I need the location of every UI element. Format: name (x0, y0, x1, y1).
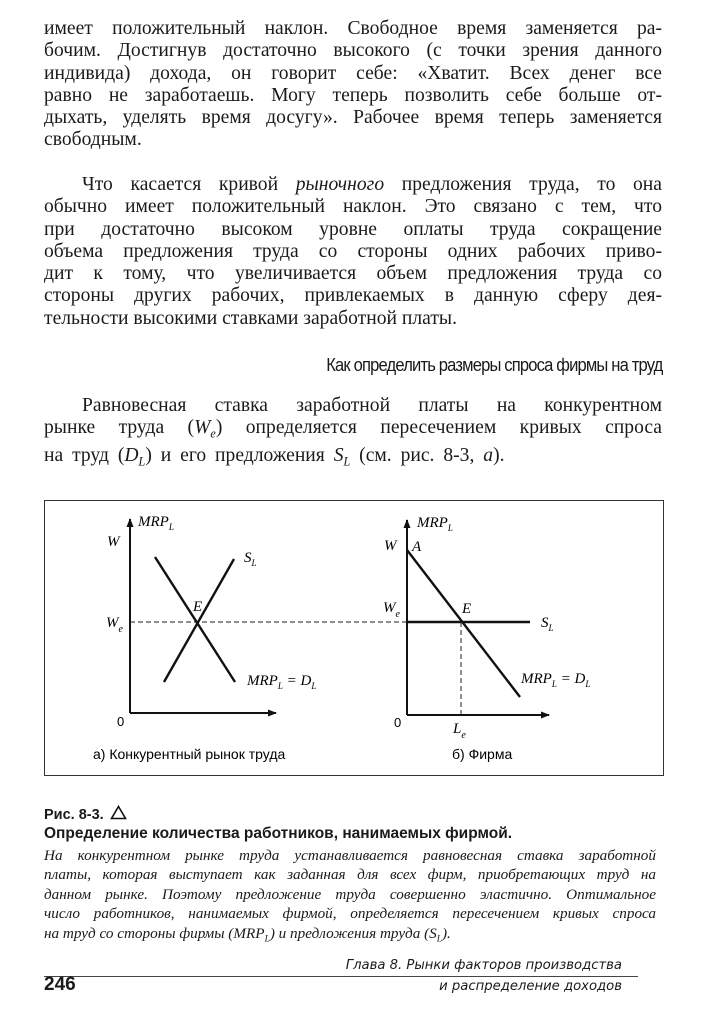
left-demand-curve (155, 557, 235, 682)
emphasis-text: рыночного (295, 174, 385, 195)
subscript: L (343, 454, 351, 469)
text-line: стороны других рабочих, привлекаемых в данную сферу дея- (44, 285, 662, 307)
text-line: дыхать, уделять время досугу». Рабочее время теперь заменяется (44, 107, 662, 129)
text-run: на труд со стороны фирмы (MRP (44, 924, 265, 942)
right-a-label: A (412, 539, 422, 555)
subscript: e (210, 426, 216, 441)
text-line: дит к тому, что увеличивается объем предложения труда со (44, 263, 662, 285)
text-run: на труд ( (44, 444, 125, 466)
emphasis-text: а (483, 444, 494, 466)
right-origin-label: 0 (394, 715, 402, 730)
right-w-label: W (384, 538, 397, 554)
right-equilibrium-label: E (462, 601, 472, 617)
figure-description (44, 846, 656, 949)
text-line: объема предложения труда со стороны одних рабочих приво- (44, 240, 662, 262)
text-run: (см. рис. 8-3, (350, 444, 484, 466)
figure-title: Определение количества работников, нанимаемых фирмой. (44, 825, 513, 842)
caption-line (44, 924, 656, 950)
right-supply-label: $S_L$ (541, 615, 554, 633)
left-equilibrium-label: E (193, 599, 203, 615)
text-line: имеет положительный наклон. Свободное время заменяется ра- (44, 18, 662, 39)
caption-line: число работников, нанимаемых фирмой, определяется пересечением кривых спроса (44, 905, 656, 923)
subscript: L (436, 933, 442, 944)
variable: D (124, 444, 139, 466)
text-line: при достаточно высоком уровне оплаты труда сокращение (44, 218, 662, 240)
caption-line: данном рынке. Поэтому предложение труда совершенно эластично. Оптимальное (44, 885, 656, 903)
text-line: равно не заработаешь. Могу теперь позволить себе больше от- (44, 84, 662, 106)
left-supply-label: $S_L$ (244, 550, 257, 568)
left-origin-label: 0 (117, 714, 125, 729)
text-run: ). (441, 924, 451, 942)
text-run: рынке труда ( (44, 417, 195, 439)
text-line: индивида) дохода, он говорит себе: «Хватит. Всех денег все (44, 62, 662, 84)
variable: S (333, 444, 344, 466)
left-y-axis-label: $MRP_L$ (138, 514, 174, 532)
right-demand-curve (407, 550, 520, 697)
text-run: ) определяется пересечением кривых спроса (215, 417, 662, 439)
left-we-label: $W_e$ (106, 615, 123, 635)
footer-divider (44, 976, 638, 977)
text-line: обычно имеет положительный наклон. Это связано с тем, что (44, 196, 662, 218)
right-chart-caption: б) Фирма (452, 746, 513, 762)
caption-line: На конкурентном рынке труда устанавливается равновесная ставка заработной (44, 847, 656, 864)
figure-label (44, 805, 127, 823)
right-y-axis-label: $MRP_L$ (417, 515, 453, 533)
text-run: ). (493, 444, 505, 466)
left-demand-label: $MRP_L = D_L$ (247, 673, 317, 691)
page-number: 246 (44, 974, 76, 995)
running-footer-subtitle: и распределение доходов (439, 979, 622, 994)
right-demand-label: $MRP_L = D_L$ (521, 671, 591, 689)
left-chart-caption: а) Конкурентный рынок труда (93, 746, 286, 762)
text-line: тельности высокими ставками заработной платы. (44, 307, 457, 329)
triangle-icon (110, 805, 127, 820)
caption-line: платы, которая выступает как заданная для всех фирм, приобретающих труд на (44, 866, 656, 884)
text-run: предложения труда, то она (384, 174, 662, 195)
figure-number: Рис. 8-3. (44, 807, 104, 823)
subscript: L (264, 933, 270, 944)
variable: W (194, 417, 211, 439)
running-footer-chapter: Глава 8. Рынки факторов производства (345, 958, 622, 973)
right-we-label: $W_e$ (383, 600, 400, 620)
left-w-label: W (107, 534, 120, 550)
text-line: бочим. Достигнув достаточно высокого (с точки зрения данного (44, 40, 662, 62)
text-line: Равновесная ставка заработной платы на конкурентном (82, 395, 662, 416)
text-run: ) и предложения труда (S (269, 924, 437, 942)
right-le-label: $L_e$ (453, 721, 466, 741)
text-run: ) и его предложения (145, 444, 334, 466)
subscript: L (138, 454, 146, 469)
text-run: Что касается кривой (82, 174, 296, 195)
section-heading: Как определить размеры спроса фирмы на труд (325, 355, 662, 375)
text-line: свободным. (44, 129, 142, 151)
